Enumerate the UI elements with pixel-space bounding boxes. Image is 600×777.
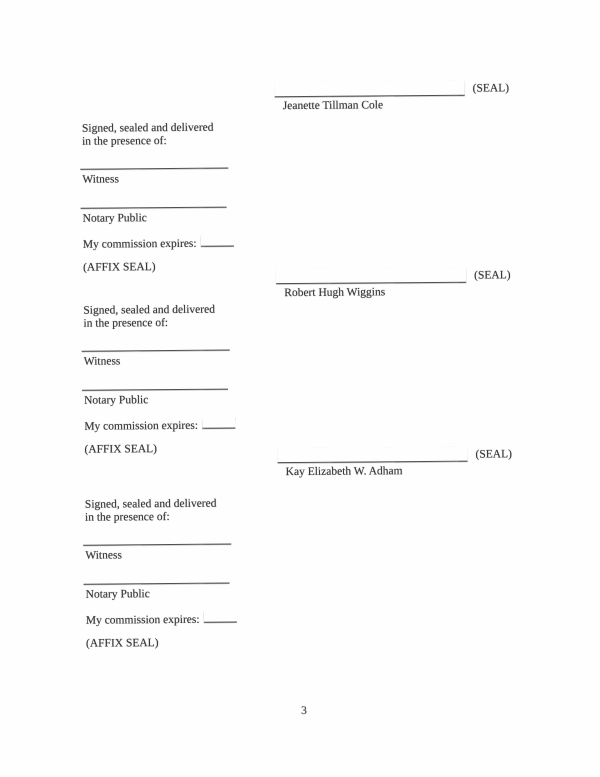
affix-seal-label: (AFFIX SEAL) [84,443,158,456]
signature-line-row [276,267,576,284]
witness-label: Witness [83,355,121,368]
signer-name: Robert Hugh Wiggins [284,286,386,300]
signature-blank-line [275,81,465,97]
witness-label: Witness [85,549,122,562]
seal-label: (SEAL) [474,269,511,282]
commission-expires-label: My commission expires: [82,237,197,251]
witness-blank-line [82,350,230,352]
notary-blank-line [81,207,227,209]
commission-blank-line [203,612,236,623]
signature-block-3 [277,446,577,479]
intro-line-1: Signed, sealed and delivered [83,303,216,317]
signature-block-1 [275,80,575,113]
commission-blank-line [202,418,235,429]
signature-blank-line [276,268,466,284]
intro-text [82,122,214,149]
signature-blank-line [277,447,467,463]
witness-label: Witness [82,173,119,186]
notary-public-label: Notary Public [82,212,147,225]
commission-expires-label: My commission expires: [85,613,200,627]
commission-blank-line [201,236,234,247]
commission-expires-label: My commission expires: [84,419,199,433]
witness-notary-block-3 [83,497,254,653]
intro-text [83,304,215,331]
witness-blank-line [80,168,228,170]
signature-block-2 [276,267,576,300]
intro-line-1: Signed, sealed and delivered [81,121,214,135]
witness-blank-line [83,544,231,546]
notary-public-label: Notary Public [84,394,149,407]
signature-line-row [277,446,577,463]
signature-line-row [275,80,575,97]
intro-text [85,498,217,525]
witness-notary-block-2 [81,303,252,459]
seal-label: (SEAL) [472,82,510,95]
seal-label: (SEAL) [475,448,512,461]
page-number: 3 [301,704,307,718]
signer-name: Jeanette Tillman Cole [282,99,384,113]
commission-expires-text [84,418,235,434]
affix-seal-label: (AFFIX SEAL) [85,637,159,650]
commission-expires-text [86,612,237,628]
intro-line-2: in the presence of: [82,135,167,148]
intro-line-2: in the presence of: [84,511,170,524]
intro-line-1: Signed, sealed and delivered [84,497,217,511]
commission-expires-text [83,236,234,252]
affix-seal-label: (AFFIX SEAL) [83,261,156,274]
notary-public-label: Notary Public [85,588,150,601]
witness-notary-block-1 [80,121,251,277]
notary-blank-line [84,583,230,585]
signer-name: Kay Elizabeth W. Adham [285,465,403,479]
notary-blank-line [82,389,228,391]
intro-line-2: in the presence of: [83,317,169,330]
